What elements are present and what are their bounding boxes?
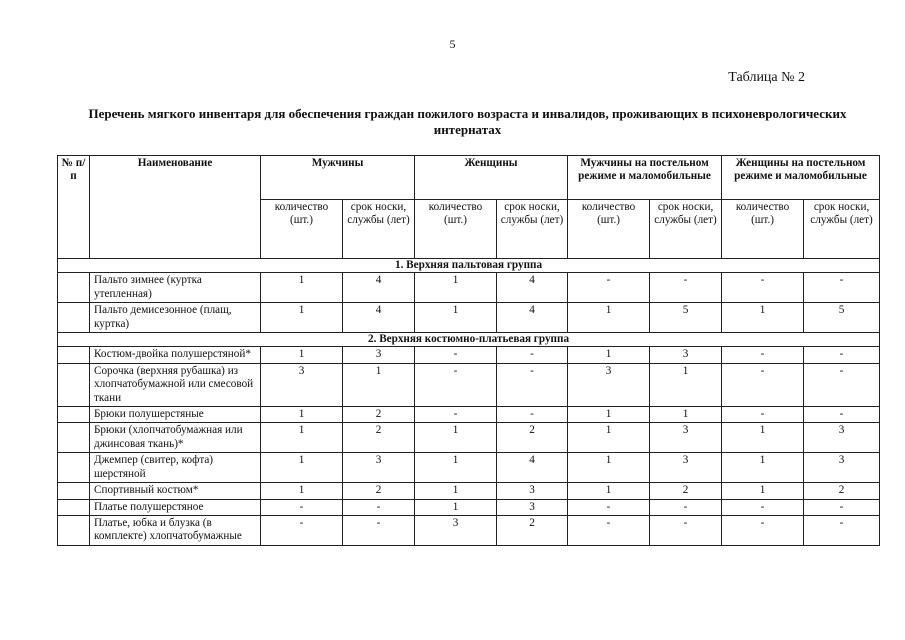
row-num	[58, 363, 90, 406]
cell-value: 1	[722, 453, 804, 483]
header-qty: количество (шт.)	[568, 200, 650, 259]
cell-value: 4	[343, 273, 415, 303]
cell-value: 1	[568, 483, 650, 499]
cell-value: 2	[343, 423, 415, 453]
item-name: Сорочка (верхняя рубашка) из хлопчатобумажной или смесовой ткани	[90, 363, 261, 406]
header-name: Наименование	[90, 156, 261, 259]
item-name: Спортивный костюм*	[90, 483, 261, 499]
table-label: Таблица № 2	[728, 70, 805, 85]
item-name: Пальто зимнее (куртка утепленная)	[90, 273, 261, 303]
table-row	[58, 423, 880, 453]
group-title: 1. Верхняя пальтовая группа	[58, 259, 880, 273]
item-name: Костюм-двойка полушерстяной*	[90, 347, 261, 363]
cell-value: 4	[497, 273, 568, 303]
header-term: срок носки, службы (лет)	[343, 200, 415, 259]
cell-value: -	[568, 499, 650, 515]
table-row	[58, 303, 880, 333]
header-num: № п/п	[58, 156, 90, 259]
item-name: Джемпер (свитер, кофта) шерстяной	[90, 453, 261, 483]
cell-value: -	[722, 407, 804, 423]
cell-value: 3	[343, 453, 415, 483]
cell-value: 4	[497, 303, 568, 333]
cell-value: 5	[804, 303, 880, 333]
cell-value: 3	[804, 423, 880, 453]
cell-value: -	[650, 499, 722, 515]
cell-value: -	[722, 347, 804, 363]
cell-value: 1	[261, 303, 343, 333]
document-title: Перечень мягкого инвентаря для обеспечения граждан пожилого возраста и инвалидов, проживающих в психоневрологических интернатах	[88, 106, 847, 137]
cell-value: -	[568, 273, 650, 303]
cell-value: -	[261, 499, 343, 515]
header-qty: количество (шт.)	[722, 200, 804, 259]
group-row	[58, 259, 880, 273]
header-term: срок носки, службы (лет)	[497, 200, 568, 259]
row-num	[58, 453, 90, 483]
cell-value: 3	[343, 347, 415, 363]
table-row	[58, 407, 880, 423]
cell-value: 3	[497, 499, 568, 515]
group-row	[58, 333, 880, 347]
cell-value: 1	[415, 423, 497, 453]
cell-value: 1	[261, 483, 343, 499]
cell-value: 1	[415, 453, 497, 483]
header-group-women-bedridden: Женщины на постельном режиме и маломобильные	[722, 156, 880, 200]
cell-value: 1	[722, 423, 804, 453]
cell-value: 3	[568, 363, 650, 406]
cell-value: 3	[261, 363, 343, 406]
cell-value: 5	[650, 303, 722, 333]
cell-value: 1	[261, 423, 343, 453]
cell-value: -	[415, 347, 497, 363]
cell-value: 1	[415, 273, 497, 303]
cell-value: -	[722, 515, 804, 545]
header-term: срок носки, службы (лет)	[650, 200, 722, 259]
cell-value: -	[722, 499, 804, 515]
cell-value: 3	[650, 453, 722, 483]
cell-value: 1	[722, 483, 804, 499]
cell-value: 1	[415, 499, 497, 515]
cell-value: -	[722, 273, 804, 303]
cell-value: -	[804, 347, 880, 363]
header-group-women: Женщины	[415, 156, 568, 200]
cell-value: 4	[343, 303, 415, 333]
table-row	[58, 363, 880, 406]
cell-value: -	[722, 363, 804, 406]
cell-value: 3	[650, 347, 722, 363]
row-num	[58, 273, 90, 303]
item-name: Пальто демисезонное (плащ, куртка)	[90, 303, 261, 333]
item-name: Платье полушерстяное	[90, 499, 261, 515]
cell-value: -	[261, 515, 343, 545]
page-number: 5	[449, 37, 456, 51]
cell-value: 2	[650, 483, 722, 499]
cell-value: 1	[261, 407, 343, 423]
row-num	[58, 499, 90, 515]
cell-value: 3	[804, 453, 880, 483]
cell-value: 1	[568, 407, 650, 423]
cell-value: 1	[568, 453, 650, 483]
header-term: срок носки, службы (лет)	[804, 200, 880, 259]
cell-value: 1	[261, 273, 343, 303]
cell-value: -	[343, 499, 415, 515]
cell-value: -	[804, 515, 880, 545]
row-num	[58, 347, 90, 363]
cell-value: -	[804, 273, 880, 303]
header-qty: количество (шт.)	[261, 200, 343, 259]
cell-value: -	[497, 407, 568, 423]
table-row	[58, 515, 880, 545]
cell-value: 1	[650, 407, 722, 423]
cell-value: 2	[804, 483, 880, 499]
row-num	[58, 515, 90, 545]
cell-value: 2	[343, 483, 415, 499]
item-name: Брюки (хлопчатобумажная или джинсовая ткань)*	[90, 423, 261, 453]
cell-value: -	[804, 499, 880, 515]
cell-value: 1	[568, 423, 650, 453]
cell-value: 1	[568, 303, 650, 333]
table-row	[58, 483, 880, 499]
cell-value: 2	[343, 407, 415, 423]
cell-value: -	[497, 347, 568, 363]
table-row	[58, 453, 880, 483]
cell-value: -	[497, 363, 568, 406]
cell-value: -	[804, 407, 880, 423]
group-title: 2. Верхняя костюмно-платьевая группа	[58, 333, 880, 347]
item-name: Платье, юбка и блузка (в комплекте) хлопчатобумажные	[90, 515, 261, 545]
cell-value: 1	[261, 347, 343, 363]
cell-value: -	[568, 515, 650, 545]
cell-value: 2	[497, 515, 568, 545]
cell-value: 3	[650, 423, 722, 453]
cell-value: -	[804, 363, 880, 406]
cell-value: 1	[415, 303, 497, 333]
cell-value: 1	[415, 483, 497, 499]
cell-value: -	[415, 407, 497, 423]
table-row	[58, 273, 880, 303]
header-group-men-bedridden: Мужчины на постельном режиме и маломобильные	[568, 156, 722, 200]
header-qty: количество (шт.)	[415, 200, 497, 259]
cell-value: 4	[497, 453, 568, 483]
cell-value: 1	[343, 363, 415, 406]
cell-value: -	[650, 515, 722, 545]
table-row	[58, 347, 880, 363]
header-group-men: Мужчины	[261, 156, 415, 200]
inventory-table	[57, 155, 880, 546]
cell-value: 2	[497, 423, 568, 453]
row-num	[58, 423, 90, 453]
cell-value: -	[343, 515, 415, 545]
cell-value: -	[415, 363, 497, 406]
table-row	[58, 499, 880, 515]
cell-value: -	[650, 273, 722, 303]
row-num	[58, 303, 90, 333]
cell-value: 3	[497, 483, 568, 499]
cell-value: 3	[415, 515, 497, 545]
row-num	[58, 483, 90, 499]
item-name: Брюки полушерстяные	[90, 407, 261, 423]
cell-value: 1	[568, 347, 650, 363]
cell-value: 1	[722, 303, 804, 333]
cell-value: 1	[650, 363, 722, 406]
row-num	[58, 407, 90, 423]
cell-value: 1	[261, 453, 343, 483]
